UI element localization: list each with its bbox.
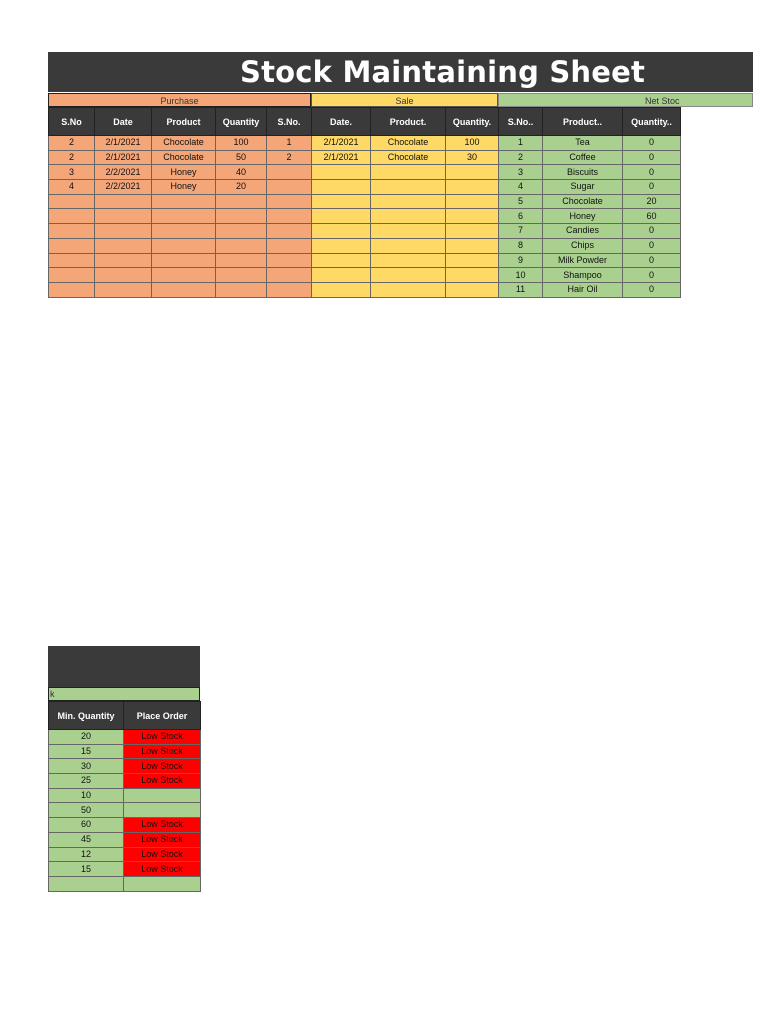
- table-row: [49, 253, 681, 268]
- table-cell[interactable]: [371, 209, 446, 224]
- table-cell[interactable]: [312, 224, 371, 239]
- table-cell[interactable]: 2: [499, 150, 543, 165]
- table-cell[interactable]: 10: [499, 268, 543, 283]
- table-cell[interactable]: 0: [623, 136, 681, 151]
- table-cell[interactable]: 9: [499, 253, 543, 268]
- table-cell[interactable]: 0: [623, 165, 681, 180]
- table-row: [49, 238, 681, 253]
- column-header[interactable]: Date: [95, 108, 152, 136]
- table-cell[interactable]: [216, 238, 267, 253]
- table-cell[interactable]: [49, 238, 95, 253]
- column-header[interactable]: S.No.: [267, 108, 312, 136]
- min-quantity-cell[interactable]: 60: [49, 818, 124, 833]
- column-header[interactable]: Quantity..: [623, 108, 681, 136]
- table-cell[interactable]: 50: [216, 150, 267, 165]
- table-cell[interactable]: 0: [623, 282, 681, 297]
- table-row: [49, 209, 681, 224]
- table-cell[interactable]: 30: [446, 150, 499, 165]
- table-cell[interactable]: [267, 165, 312, 180]
- table-cell[interactable]: 0: [623, 253, 681, 268]
- sale-section-header[interactable]: Sale: [311, 93, 498, 107]
- table-cell[interactable]: [267, 268, 312, 283]
- table-cell[interactable]: [371, 282, 446, 297]
- table-cell[interactable]: [446, 268, 499, 283]
- table-cell[interactable]: 4: [49, 180, 95, 195]
- table-cell[interactable]: [152, 238, 216, 253]
- table-cell[interactable]: [267, 209, 312, 224]
- table-row: [49, 774, 201, 789]
- table-cell[interactable]: [95, 268, 152, 283]
- table-row: [49, 730, 201, 745]
- low-stock-badge[interactable]: Low Stock: [124, 847, 201, 862]
- table-cell[interactable]: 5: [499, 194, 543, 209]
- table-cell[interactable]: 4: [499, 180, 543, 195]
- table-cell[interactable]: Candies: [543, 224, 623, 239]
- table-cell[interactable]: [95, 282, 152, 297]
- table-cell[interactable]: 7: [499, 224, 543, 239]
- table-row: [49, 759, 201, 774]
- table-cell[interactable]: 2/1/2021: [312, 136, 371, 151]
- table-cell[interactable]: [152, 224, 216, 239]
- table-cell[interactable]: [446, 253, 499, 268]
- table-cell[interactable]: [49, 282, 95, 297]
- table-cell[interactable]: [446, 238, 499, 253]
- table-cell[interactable]: [49, 253, 95, 268]
- table-row: [49, 744, 201, 759]
- table-cell[interactable]: 3: [499, 165, 543, 180]
- table-cell[interactable]: [49, 209, 95, 224]
- table-cell[interactable]: [216, 224, 267, 239]
- table-cell[interactable]: [312, 165, 371, 180]
- table-cell[interactable]: 2: [267, 150, 312, 165]
- table-cell[interactable]: [49, 268, 95, 283]
- table-cell[interactable]: Chocolate: [152, 150, 216, 165]
- table-cell[interactable]: [267, 194, 312, 209]
- table-cell[interactable]: [371, 253, 446, 268]
- table-row: [49, 136, 681, 151]
- table-cell[interactable]: Chocolate: [371, 150, 446, 165]
- table-cell[interactable]: 2/1/2021: [95, 136, 152, 151]
- table-row: [49, 165, 681, 180]
- table-row: [49, 832, 201, 847]
- table-cell[interactable]: [95, 238, 152, 253]
- table-cell[interactable]: 2/2/2021: [95, 180, 152, 195]
- table-cell[interactable]: 2/2/2021: [95, 165, 152, 180]
- place-order-cell[interactable]: [124, 803, 201, 818]
- column-header[interactable]: Date.: [312, 108, 371, 136]
- table-cell[interactable]: [152, 209, 216, 224]
- table-cell[interactable]: [216, 209, 267, 224]
- table-cell[interactable]: 100: [216, 136, 267, 151]
- table-cell[interactable]: Milk Powder: [543, 253, 623, 268]
- low-stock-badge[interactable]: Low Stock: [124, 744, 201, 759]
- purchase-section-header[interactable]: Purchase: [48, 93, 311, 107]
- table-cell[interactable]: Chips: [543, 238, 623, 253]
- table-cell[interactable]: [446, 224, 499, 239]
- table-cell[interactable]: Biscuits: [543, 165, 623, 180]
- table-cell[interactable]: 2: [49, 150, 95, 165]
- reorder-header-row: [49, 702, 201, 730]
- table-cell[interactable]: [95, 253, 152, 268]
- column-header[interactable]: S.No..: [499, 108, 543, 136]
- table-cell[interactable]: [267, 224, 312, 239]
- table-cell[interactable]: Tea: [543, 136, 623, 151]
- table-cell[interactable]: 1: [267, 136, 312, 151]
- table-row: [49, 803, 201, 818]
- table-cell[interactable]: [267, 180, 312, 195]
- table-cell[interactable]: Honey: [543, 209, 623, 224]
- bottom-title-bar: [48, 646, 200, 687]
- table-cell[interactable]: 20: [623, 194, 681, 209]
- table-cell[interactable]: 2: [49, 136, 95, 151]
- table-row: [49, 194, 681, 209]
- table-cell[interactable]: [267, 253, 312, 268]
- table-cell[interactable]: 60: [623, 209, 681, 224]
- net-stock-section-header[interactable]: [498, 93, 753, 107]
- table-cell[interactable]: [371, 238, 446, 253]
- table-row: [49, 876, 201, 891]
- min-quantity-cell[interactable]: 15: [49, 744, 124, 759]
- table-cell[interactable]: 20: [216, 180, 267, 195]
- table-cell[interactable]: [216, 194, 267, 209]
- min-quantity-cell[interactable]: 25: [49, 774, 124, 789]
- table-cell[interactable]: [312, 180, 371, 195]
- table-row: [49, 224, 681, 239]
- table-cell[interactable]: [371, 268, 446, 283]
- table-cell[interactable]: [95, 194, 152, 209]
- table-cell[interactable]: 1: [499, 136, 543, 151]
- table-cell[interactable]: [446, 209, 499, 224]
- table-cell[interactable]: 0: [623, 150, 681, 165]
- table-cell[interactable]: [446, 194, 499, 209]
- table-cell[interactable]: [312, 194, 371, 209]
- table-cell[interactable]: [95, 224, 152, 239]
- column-header[interactable]: Place Order: [124, 702, 201, 730]
- table-cell[interactable]: [216, 282, 267, 297]
- table-cell[interactable]: [312, 282, 371, 297]
- table-cell[interactable]: 2/1/2021: [312, 150, 371, 165]
- table-cell[interactable]: 6: [499, 209, 543, 224]
- column-header[interactable]: Quantity.: [446, 108, 499, 136]
- table-cell[interactable]: Shampoo: [543, 268, 623, 283]
- table-cell[interactable]: [216, 253, 267, 268]
- net-stock-strip[interactable]: k: [48, 687, 200, 701]
- min-quantity-cell[interactable]: [49, 876, 124, 891]
- table-cell[interactable]: [371, 180, 446, 195]
- table-row: [49, 818, 201, 833]
- table-cell[interactable]: [312, 238, 371, 253]
- table-cell[interactable]: 2/1/2021: [95, 150, 152, 165]
- reorder-table: [48, 701, 201, 892]
- table-cell[interactable]: 0: [623, 180, 681, 195]
- place-order-cell[interactable]: [124, 788, 201, 803]
- table-cell[interactable]: 40: [216, 165, 267, 180]
- column-header[interactable]: Min. Quantity: [49, 702, 124, 730]
- table-cell[interactable]: [152, 194, 216, 209]
- table-cell[interactable]: [371, 165, 446, 180]
- table-cell[interactable]: [152, 268, 216, 283]
- table-row: [49, 180, 681, 195]
- min-quantity-cell[interactable]: 45: [49, 832, 124, 847]
- low-stock-badge[interactable]: Low Stock: [124, 759, 201, 774]
- column-header[interactable]: S.No: [49, 108, 95, 136]
- table-cell[interactable]: [216, 268, 267, 283]
- low-stock-badge[interactable]: Low Stock: [124, 862, 201, 877]
- table-header-row: [49, 108, 681, 136]
- column-header[interactable]: Product.: [371, 108, 446, 136]
- min-quantity-cell[interactable]: 30: [49, 759, 124, 774]
- table-cell[interactable]: 8: [499, 238, 543, 253]
- min-quantity-cell[interactable]: 15: [49, 862, 124, 877]
- min-quantity-cell[interactable]: 12: [49, 847, 124, 862]
- table-cell[interactable]: 0: [623, 268, 681, 283]
- table-cell[interactable]: 0: [623, 224, 681, 239]
- min-quantity-cell[interactable]: 20: [49, 730, 124, 745]
- table-cell[interactable]: [446, 165, 499, 180]
- table-cell[interactable]: [446, 282, 499, 297]
- table-cell[interactable]: Honey: [152, 180, 216, 195]
- table-cell[interactable]: [371, 194, 446, 209]
- table-cell[interactable]: Honey: [152, 165, 216, 180]
- table-cell[interactable]: Sugar: [543, 180, 623, 195]
- low-stock-badge[interactable]: Low Stock: [124, 774, 201, 789]
- table-cell[interactable]: [49, 194, 95, 209]
- net-stock-label: Net Stoc: [645, 96, 680, 106]
- table-cell[interactable]: Chocolate: [371, 136, 446, 151]
- table-row: [49, 150, 681, 165]
- sheet-title: Stock Maintaining Sheet: [240, 55, 646, 89]
- low-stock-badge[interactable]: Low Stock: [124, 818, 201, 833]
- table-row: [49, 268, 681, 283]
- low-stock-badge[interactable]: Low Stock: [124, 832, 201, 847]
- table-cell[interactable]: [49, 224, 95, 239]
- table-row: [49, 847, 201, 862]
- table-cell[interactable]: [371, 224, 446, 239]
- low-stock-badge[interactable]: Low Stock: [124, 730, 201, 745]
- table-cell[interactable]: [152, 282, 216, 297]
- table-row: [49, 282, 681, 297]
- table-cell[interactable]: [267, 282, 312, 297]
- table-cell[interactable]: [446, 180, 499, 195]
- place-order-cell[interactable]: [124, 876, 201, 891]
- table-cell[interactable]: [95, 209, 152, 224]
- table-cell[interactable]: [152, 253, 216, 268]
- table-cell[interactable]: Hair Oil: [543, 282, 623, 297]
- table-row: [49, 788, 201, 803]
- table-cell[interactable]: 3: [49, 165, 95, 180]
- column-header[interactable]: Quantity: [216, 108, 267, 136]
- min-quantity-cell[interactable]: 10: [49, 788, 124, 803]
- table-cell[interactable]: 11: [499, 282, 543, 297]
- column-header[interactable]: Product: [152, 108, 216, 136]
- table-cell[interactable]: Chocolate: [543, 194, 623, 209]
- stock-table: [48, 107, 681, 298]
- table-cell[interactable]: [312, 268, 371, 283]
- table-cell[interactable]: 100: [446, 136, 499, 151]
- table-row: [49, 862, 201, 877]
- min-quantity-cell[interactable]: 50: [49, 803, 124, 818]
- table-cell[interactable]: Chocolate: [152, 136, 216, 151]
- table-cell[interactable]: [312, 209, 371, 224]
- table-cell[interactable]: [312, 253, 371, 268]
- column-header[interactable]: Product..: [543, 108, 623, 136]
- table-cell[interactable]: Coffee: [543, 150, 623, 165]
- table-cell[interactable]: 0: [623, 238, 681, 253]
- table-cell[interactable]: [267, 238, 312, 253]
